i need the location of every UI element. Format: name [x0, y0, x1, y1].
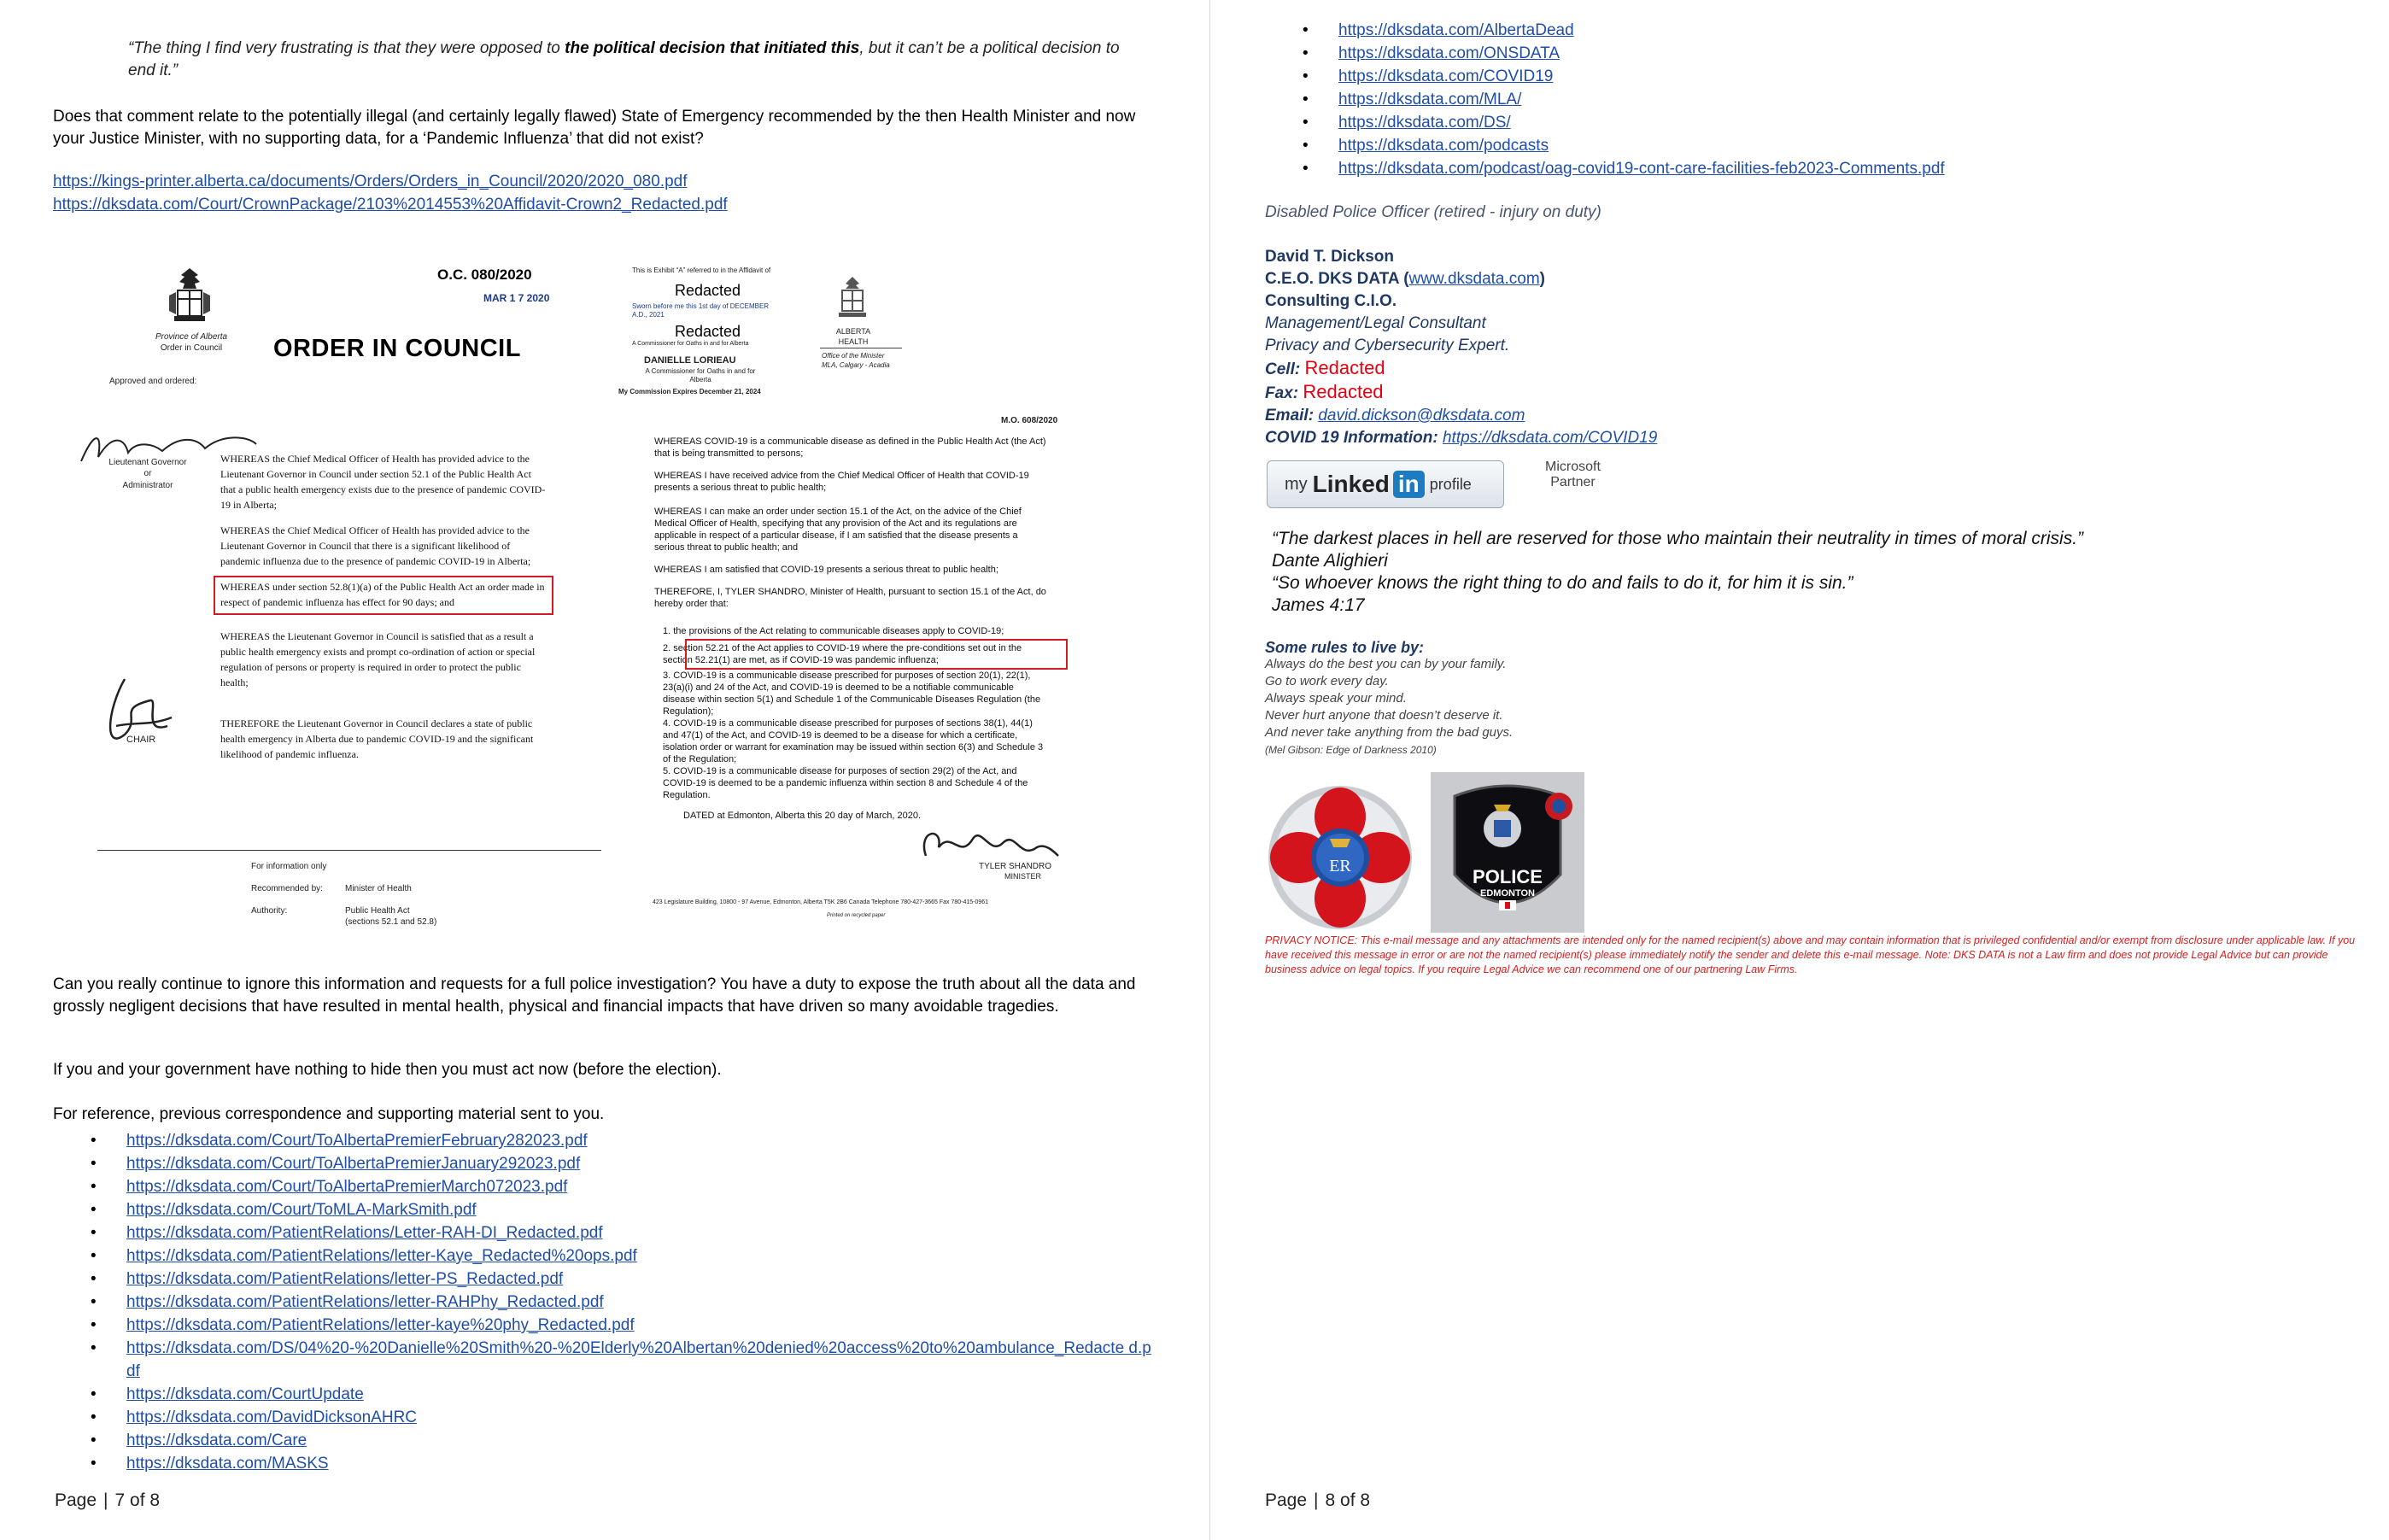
office-label: Office of the Minister	[822, 352, 885, 360]
rule-item: Go to work every day.	[1265, 674, 1389, 688]
dksdata-link[interactable]: https://dksdata.com/ONSDATA	[1338, 44, 1560, 62]
maxim-2: “So whoever knows the right thing to do and fails to do it, for him it is sin.”	[1272, 573, 1853, 593]
list-item	[53, 1152, 1155, 1175]
reference-link[interactable]: https://dksdata.com/PatientRelations/letter-kaye%20phy_Redacted.pdf	[126, 1316, 635, 1334]
list-item	[53, 1314, 1155, 1337]
list-item	[53, 1383, 1155, 1406]
dksdata-link[interactable]: https://dksdata.com/podcasts	[1338, 137, 1549, 155]
list-item	[53, 1337, 1155, 1383]
authority-label: Authority:	[251, 906, 288, 916]
oc-date-stamp: MAR 1 7 2020	[483, 292, 550, 304]
reference-link[interactable]: https://dksdata.com/Court/ToMLA-MarkSmith.pdf	[126, 1201, 477, 1219]
alberta-label: ALBERTA	[835, 327, 871, 336]
reference-link[interactable]: https://dksdata.com/PatientRelations/letter-Kaye_Redacted%20ops.pdf	[126, 1247, 637, 1265]
list-item	[1265, 111, 1945, 134]
or-label: or	[143, 469, 152, 478]
reference-link[interactable]: https://dksdata.com/Court/ToAlbertaPremierFebruary282023.pdf	[126, 1132, 588, 1150]
source-links	[53, 171, 728, 217]
signature-cell: Cell: Redacted	[1265, 357, 1385, 378]
rule-item: Always speak your mind.	[1265, 691, 1407, 706]
health-label: HEALTH	[838, 337, 869, 346]
province-label: Province of Alberta	[155, 332, 228, 342]
mo-paragraph-1: WHEREAS COVID-19 is a communicable disease as defined in the Public Health Act (the Act) that is being transmitted to persons;	[654, 436, 1046, 459]
danielle-name: DANIELLE LORIEAU	[644, 355, 736, 366]
signature-name: David T. Dickson	[1265, 248, 1394, 266]
dksdata-link[interactable]: https://dksdata.com/COVID19	[1338, 67, 1554, 85]
signature-covid: COVID 19 Information: https://dksdata.com/COVID19	[1265, 429, 1658, 447]
dksdata-link[interactable]: https://dksdata.com/AlbertaDead	[1338, 21, 1574, 39]
administrator-label: Administrator	[122, 481, 173, 490]
alberta-health-crest-icon	[834, 275, 871, 323]
signature-role-2: Privacy and Cybersecurity Expert.	[1265, 337, 1510, 354]
maxims-block	[1272, 528, 2083, 617]
reference-link[interactable]: https://dksdata.com/Court/ToAlbertaPremierMarch072023.pdf	[126, 1178, 568, 1196]
signature-ceo: C.E.O. DKS DATA (www.dksdata.com)	[1265, 270, 1545, 288]
oc-paragraph-1: WHEREAS the Chief Medical Officer of Health has provided advice to the Lieutenant Governor in Council under section 52.1 of the Public Health Act that a public health emergency exists due to the presence of pandemic COVID-19 in Alberta;	[220, 453, 546, 511]
oc-paragraph-4: WHEREAS the Lieutenant Governor in Council is satisfied that as a result a public health emergency exists and prompt co-ordination of action or special regulation of persons or property is required in order to protect the public health;	[220, 630, 536, 688]
recommended-label: Recommended by:	[251, 884, 323, 893]
mo-item-4: 4. COVID-19 is a communicable disease prescribed for purposes of sections 38(1), 44(1) and 47(1) of the Act, and COVID-19 is deemed to be a disease for which a certificate, isolation order or warrant for examination may be issued within section 6(3) and Schedule 3 of the Regulation;	[663, 718, 1044, 764]
minister-name: TYLER SHANDRO	[979, 862, 1052, 871]
rule-item: And never take anything from the bad guys.	[1265, 725, 1514, 740]
reference-link[interactable]: https://dksdata.com/CourtUpdate	[126, 1385, 364, 1403]
minister-title: MINISTER	[1004, 872, 1042, 881]
signature-fax: Fax: Redacted	[1265, 381, 1384, 402]
chair-label: CHAIR	[126, 735, 156, 745]
authority-sections: (sections 52.1 and 52.8)	[345, 917, 437, 927]
police-text: POLICE	[1473, 866, 1543, 887]
list-item	[53, 1429, 1155, 1452]
list-item	[53, 1221, 1155, 1244]
authority-value: Public Health Act	[345, 906, 410, 916]
printed-note: Printed on recycled paper	[827, 913, 886, 918]
reference-link[interactable]: https://dksdata.com/DavidDicksonAHRC	[126, 1408, 418, 1426]
er-poppy-coin-icon	[1265, 779, 1415, 936]
reference-links-list	[53, 1129, 1155, 1475]
page-8	[1210, 0, 2389, 1540]
reference-link[interactable]: https://dksdata.com/PatientRelations/letter-RAHPhy_Redacted.pdf	[126, 1293, 604, 1311]
linkedin-icon: in	[1393, 471, 1425, 498]
commissioner-line: A Commissioner for Oaths in and for Alberta	[632, 341, 749, 347]
oc-paragraph-2: WHEREAS the Chief Medical Officer of Health has provided advice to the Lieutenant Governor in Council that there is a significant likelihood of pandemic influenza due to the presence of pandemic COVID-19 in Alberta;	[220, 524, 531, 567]
linkedin-profile-button[interactable]: my Linked in profile	[1267, 460, 1504, 508]
website-link[interactable]: www.dksdata.com	[1408, 270, 1540, 288]
dksdata-link[interactable]: https://dksdata.com/podcast/oag-covid19-cont-care-facilities-feb2023-Comments.pdf	[1338, 160, 1945, 178]
reference-link[interactable]: https://dksdata.com/DS/04%20-%20Danielle%20Smith%20-%20Elderly%20Albertan%20denied%20access%20to%20ambulance_Redacte d.pdf	[126, 1339, 1151, 1380]
mo-item-2: 2. section 52.21 of the Act applies to COVID-19 where the pre-conditions set out in the section 52.21(1) are met, as if COVID-19 was pandemic influenza;	[663, 643, 1022, 665]
for-info-label: For information only	[251, 862, 327, 871]
question-paragraph: Does that comment relate to the potentially illegal (and certainly legally flawed) State of Emergency recommended by the then Health Minister and now your Justice Minister, with no supporting data, for a ‘Pandemic Influenza’ that did not exist?	[53, 108, 1136, 148]
reference-link[interactable]: https://dksdata.com/Court/ToAlbertaPremierJanuary292023.pdf	[126, 1155, 581, 1173]
mo-item-3: 3. COVID-19 is a communicable disease prescribed for purposes of section 20(1), 22(1), 23(a)(i) and 24 of the Act, and COVID-19 is deemed to be a notifiable communicable disease within section 5(1) and Schedule 1 of the Communicable Diseases Regulation (the Regulation);	[663, 670, 1041, 717]
order-in-council-label: Order in Council	[160, 343, 223, 353]
dksdata-link[interactable]: https://dksdata.com/MLA/	[1338, 91, 1522, 108]
highlight-box-oc	[214, 576, 553, 615]
rule-item: Never hurt anyone that doesn’t deserve it.	[1265, 708, 1503, 723]
list-item	[53, 1244, 1155, 1268]
maxim-2-source: James 4:17	[1272, 595, 1365, 615]
commission-expiry: My Commission Expires December 21, 2024	[618, 388, 761, 395]
dksdata-link[interactable]: https://dksdata.com/DS/	[1338, 114, 1511, 132]
rule-item: Always do the best you can by your family.	[1265, 657, 1507, 671]
redacted-affiant: Redacted	[675, 282, 741, 299]
commissioner-line-2: A Commissioner for Oaths in and for Alberta	[645, 367, 756, 384]
page-footer-8: Page | 8 of 8	[1265, 1490, 1371, 1510]
mo-item-5: 5. COVID-19 is a communicable disease for purposes of section 29(2) of the Act, and COVID-19 is deemed to be a pandemic influenza within section 8 and Schedule 4 of the Regulation.	[663, 766, 1028, 800]
list-item	[53, 1198, 1155, 1221]
mo-paragraph-4: WHEREAS I am satisfied that COVID-19 presents a serious threat to public health;	[654, 565, 998, 575]
maxim-1: “The darkest places in hell are reserved for those who maintain their neutrality in times of moral crisis.”	[1272, 529, 2084, 548]
list-item	[53, 1268, 1155, 1291]
list-item	[1265, 65, 1945, 88]
quoted-statement: “The thing I find very frustrating is that they were opposed to the political decision that initiated this, but it can’t be a political decision to end it.”	[128, 39, 1120, 79]
order-title: ORDER IN COUNCIL	[273, 335, 521, 362]
reference-link[interactable]: https://dksdata.com/PatientRelations/letter-PS_Redacted.pdf	[126, 1270, 564, 1288]
reference-link[interactable]: https://dksdata.com/MASKS	[126, 1455, 329, 1473]
microsoft-partner-logo: Microsoft Partner	[1545, 460, 1601, 489]
edmonton-text: EDMONTON	[1480, 888, 1535, 899]
signature-email: Email: david.dickson@dksdata.com	[1265, 407, 1525, 425]
list-item	[53, 1452, 1155, 1475]
highlight-box-mo	[685, 639, 1068, 670]
covid-link[interactable]: https://dksdata.com/COVID19	[1442, 429, 1658, 447]
list-item	[53, 1175, 1155, 1198]
redacted-commissioner: Redacted	[675, 323, 741, 340]
list-item	[1265, 157, 1945, 180]
er-text: ER	[1329, 857, 1351, 875]
mla-label: MLA, Calgary - Acadia	[822, 361, 890, 369]
link-order-in-council[interactable]: https://kings-printer.alberta.ca/documents/Orders/Orders_in_Council/2020/2020_080.pdf	[53, 173, 688, 190]
mo-dated: DATED at Edmonton, Alberta this 20 day of March, 2020.	[683, 811, 921, 821]
lt-governor-label: Lieutenant Governor	[108, 458, 187, 467]
mo-paragraph-3: WHEREAS I can make an order under section 15.1 of the Act, on the advice of the Chief Medical Officer of Health, specifying that any provision of the Act and its regulations are applicable in respect of a particular disease, if I am satisfied that the disease presents a serious threat to public health; and	[654, 507, 1022, 553]
approved-label: Approved and ordered:	[109, 377, 197, 386]
chair-signature	[99, 675, 176, 760]
email-link[interactable]: david.dickson@dksdata.com	[1318, 407, 1525, 425]
mo-paragraph-2: WHEREAS I have received advice from the Chief Medical Officer of Health that COVID-19 presents a serious threat to public health;	[654, 471, 1029, 493]
nothing-to-hide-paragraph: If you and your government have nothing to hide then you must act now (before the election).	[53, 1061, 722, 1079]
alberta-crest-icon	[164, 265, 215, 325]
page-footer-7: Page | 7 of 8	[55, 1490, 161, 1510]
signature-role-1: Management/Legal Consultant	[1265, 314, 1486, 332]
recommended-value: Minister of Health	[345, 884, 412, 893]
sworn-line: Sworn before me this 1st day of DECEMBER A.D., 2021	[632, 302, 770, 319]
list-item	[53, 1406, 1155, 1429]
rules-heading: Some rules to live by:	[1265, 639, 1425, 656]
list-item	[1265, 88, 1945, 111]
list-item	[1265, 19, 1945, 42]
rules-block	[1265, 639, 1513, 758]
oc-paragraph-5: THEREFORE the Lieutenant Governor in Council declares a state of public health emergency in Alberta due to pandemic COVID-19 and the significant likelihood of pandemic influenza.	[220, 717, 534, 760]
dksdata-links-list	[1265, 19, 1945, 180]
reference-link[interactable]: https://dksdata.com/Care	[126, 1432, 307, 1449]
mo-number: M.O. 608/2020	[1001, 416, 1058, 425]
list-item	[1265, 42, 1945, 65]
privacy-notice: PRIVACY NOTICE: This e-mail message and any attachments are intended only for the named recipient(s) above and may contain information that is privileged confidential and/or exempt from disclosure under applicable law. If you have received this message in error or are not the named recipient(s) please immediately notify the sender and delete this e-mail message. Note: DKS DATA is not a Law firm and does not provide Legal Advice but can provide business advice on legal topics. If you require Legal Advice we can recommend one of our partnering Law Firms.	[1265, 934, 2356, 975]
reference-link[interactable]: https://dksdata.com/PatientRelations/Letter-RAH-DI_Redacted.pdf	[126, 1224, 603, 1242]
signature-cio: Consulting C.I.O.	[1265, 292, 1397, 310]
ask-paragraph: Can you really continue to ignore this information and requests for a full police investigation? You have a duty to expose the truth about all the data and grossly negligent decisions that have resulted in mental health, physical and financial impacts that have driven so many avoidable tragedies.	[53, 975, 1136, 1016]
link-crown-affidavit[interactable]: https://dksdata.com/Court/CrownPackage/2103%2014553%20Affidavit-Crown2_Redacted.pdf	[53, 196, 728, 214]
oc-number: O.C. 080/2020	[437, 266, 532, 283]
mo-item-1: 1. the provisions of the Act relating to communicable diseases apply to COVID-19;	[663, 626, 1004, 636]
officer-line: Disabled Police Officer (retired - injury on duty)	[1265, 203, 1601, 221]
oc-paragraph-3: WHEREAS under section 52.8(1)(a) of the Public Health Act an order made in respect of pandemic influenza has effect for 90 days; and	[220, 581, 545, 608]
maxim-1-author: Dante Alighieri	[1272, 551, 1388, 571]
order-in-council-scan	[55, 248, 1097, 927]
oc-rule	[97, 850, 601, 851]
email-signature	[1265, 246, 1657, 449]
rules-source: (Mel Gibson: Edge of Darkness 2010)	[1265, 744, 1437, 756]
exhibit-label: This is Exhibit “A” referred to in the Affidavit of	[632, 266, 771, 274]
mo-paragraph-5: THEREFORE, I, TYLER SHANDRO, Minister of Health, pursuant to section 15.1 of the Act, do hereby order that:	[654, 587, 1046, 609]
minister-address: 423 Legislature Building, 10800 - 97 Avenue, Edmonton, Alberta T5K 2B6 Canada Telephone 780-427-3665 Fax 780-415-0961	[653, 899, 989, 905]
edmonton-police-badge-icon	[1431, 772, 1584, 933]
list-item	[53, 1129, 1155, 1152]
reference-intro: For reference, previous correspondence and supporting material sent to you.	[53, 1105, 605, 1123]
list-item	[53, 1291, 1155, 1314]
list-item	[1265, 134, 1945, 157]
